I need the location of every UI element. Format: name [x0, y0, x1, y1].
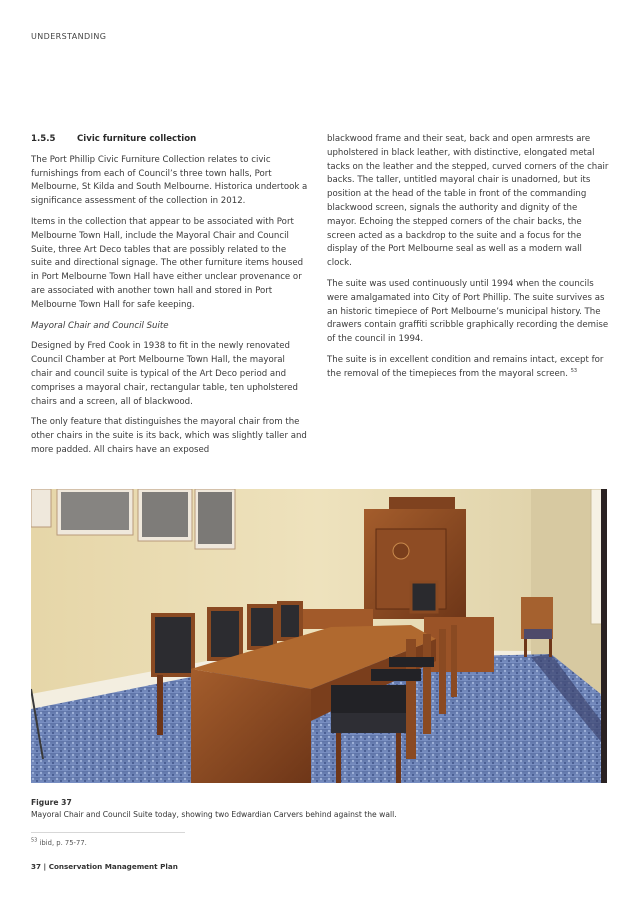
footnote — [31, 839, 87, 847]
photo-illustration — [31, 489, 607, 783]
left-column — [31, 133, 309, 465]
paragraph: Items in the collection that appear to be associated with Port Melbourne Town Hall, include the Mayoral Chair and Council Suite, three Art Deco tables that are possibly related to the suite and directional signage. The other furniture items housed in Port Melbourne Town Hall have either unclear provenance or are associated with another town hall and stored in Port Melbourne Town Hall for safe keeping. — [31, 216, 304, 310]
council-chamber-photo — [31, 489, 607, 783]
running-head: UNDERSTANDING — [31, 32, 107, 41]
footnote-number: 53 — [31, 837, 38, 844]
footnote-text: ibid, p. 75-77. — [39, 839, 87, 847]
mayoral-chair — [411, 582, 437, 612]
paragraph: blackwood frame and their seat, back and open armrests are upholstered in black leather, with distinctive, elongated metal tacks on the leather and the stepped, curved corners of the chair backs. The taller, untitled mayoral chair is unadorned, but its position at the head of the table in front of the commanding blackwood screen, signals the authority and dignity of the mayor. Echoing the stepped corners of the chair backs, the screen acted as a backdrop to the suite and a focus for the display of the Port Melbourne seal as well as a modern wall clock. — [327, 134, 609, 269]
right-column — [327, 133, 609, 389]
page-footer — [31, 862, 178, 871]
figure-caption-text: Mayoral Chair and Council Suite today, showing two Edwardian Carvers behind against the wall. — [31, 810, 397, 819]
section-title: Civic furniture collection — [77, 134, 197, 144]
section-heading — [31, 133, 309, 147]
subheading: Mayoral Chair and Council Suite — [31, 320, 169, 331]
footnote-divider — [31, 832, 185, 833]
footnote-ref[interactable]: 53 — [570, 367, 578, 374]
paragraph: The suite was used continuously until 1994 when the councils were amalgamated into City of Port Phillip. The suite survives as an historic timepiece of Port Melbourne’s municipal history. The drawers contain graffiti scribble graphically recording the demise of the council in 1994. — [327, 278, 609, 345]
door-frame — [601, 489, 607, 783]
paragraph: Designed by Fred Cook in 1938 to fit in the newly renovated Council Chamber at Port Melbourne Town Hall, the mayoral chair and council suite is typical of the Art Deco period and comprises a mayoral chair, rectangular table, ten upholstered chairs and a screen, all of blackwood. — [31, 341, 298, 407]
document-title: Conservation Management Plan — [48, 862, 178, 871]
footer-separator: | — [43, 862, 47, 871]
paragraph — [327, 354, 609, 382]
page-number: 37 — [31, 862, 42, 871]
paragraph: The Port Phillip Civic Furniture Collection relates to civic furnishings from each of Council’s three town halls, Port Melbourne, St Kilda and South Melbourne. Historica undertook a significance assessment of the collection in 2012. — [31, 154, 308, 207]
paragraph-text: The suite is in excellent condition and remains intact, except for the removal of the timepieces from the mayoral screen. — [327, 354, 604, 379]
figure-caption — [31, 797, 397, 821]
figure-label: Figure 37 — [31, 798, 72, 807]
paragraph: The only feature that distinguishes the mayoral chair from the other chairs in the suite is its back, which was slightly taller and more padded. All chairs have an exposed — [31, 417, 307, 455]
section-number: 1.5.5 — [31, 134, 56, 144]
